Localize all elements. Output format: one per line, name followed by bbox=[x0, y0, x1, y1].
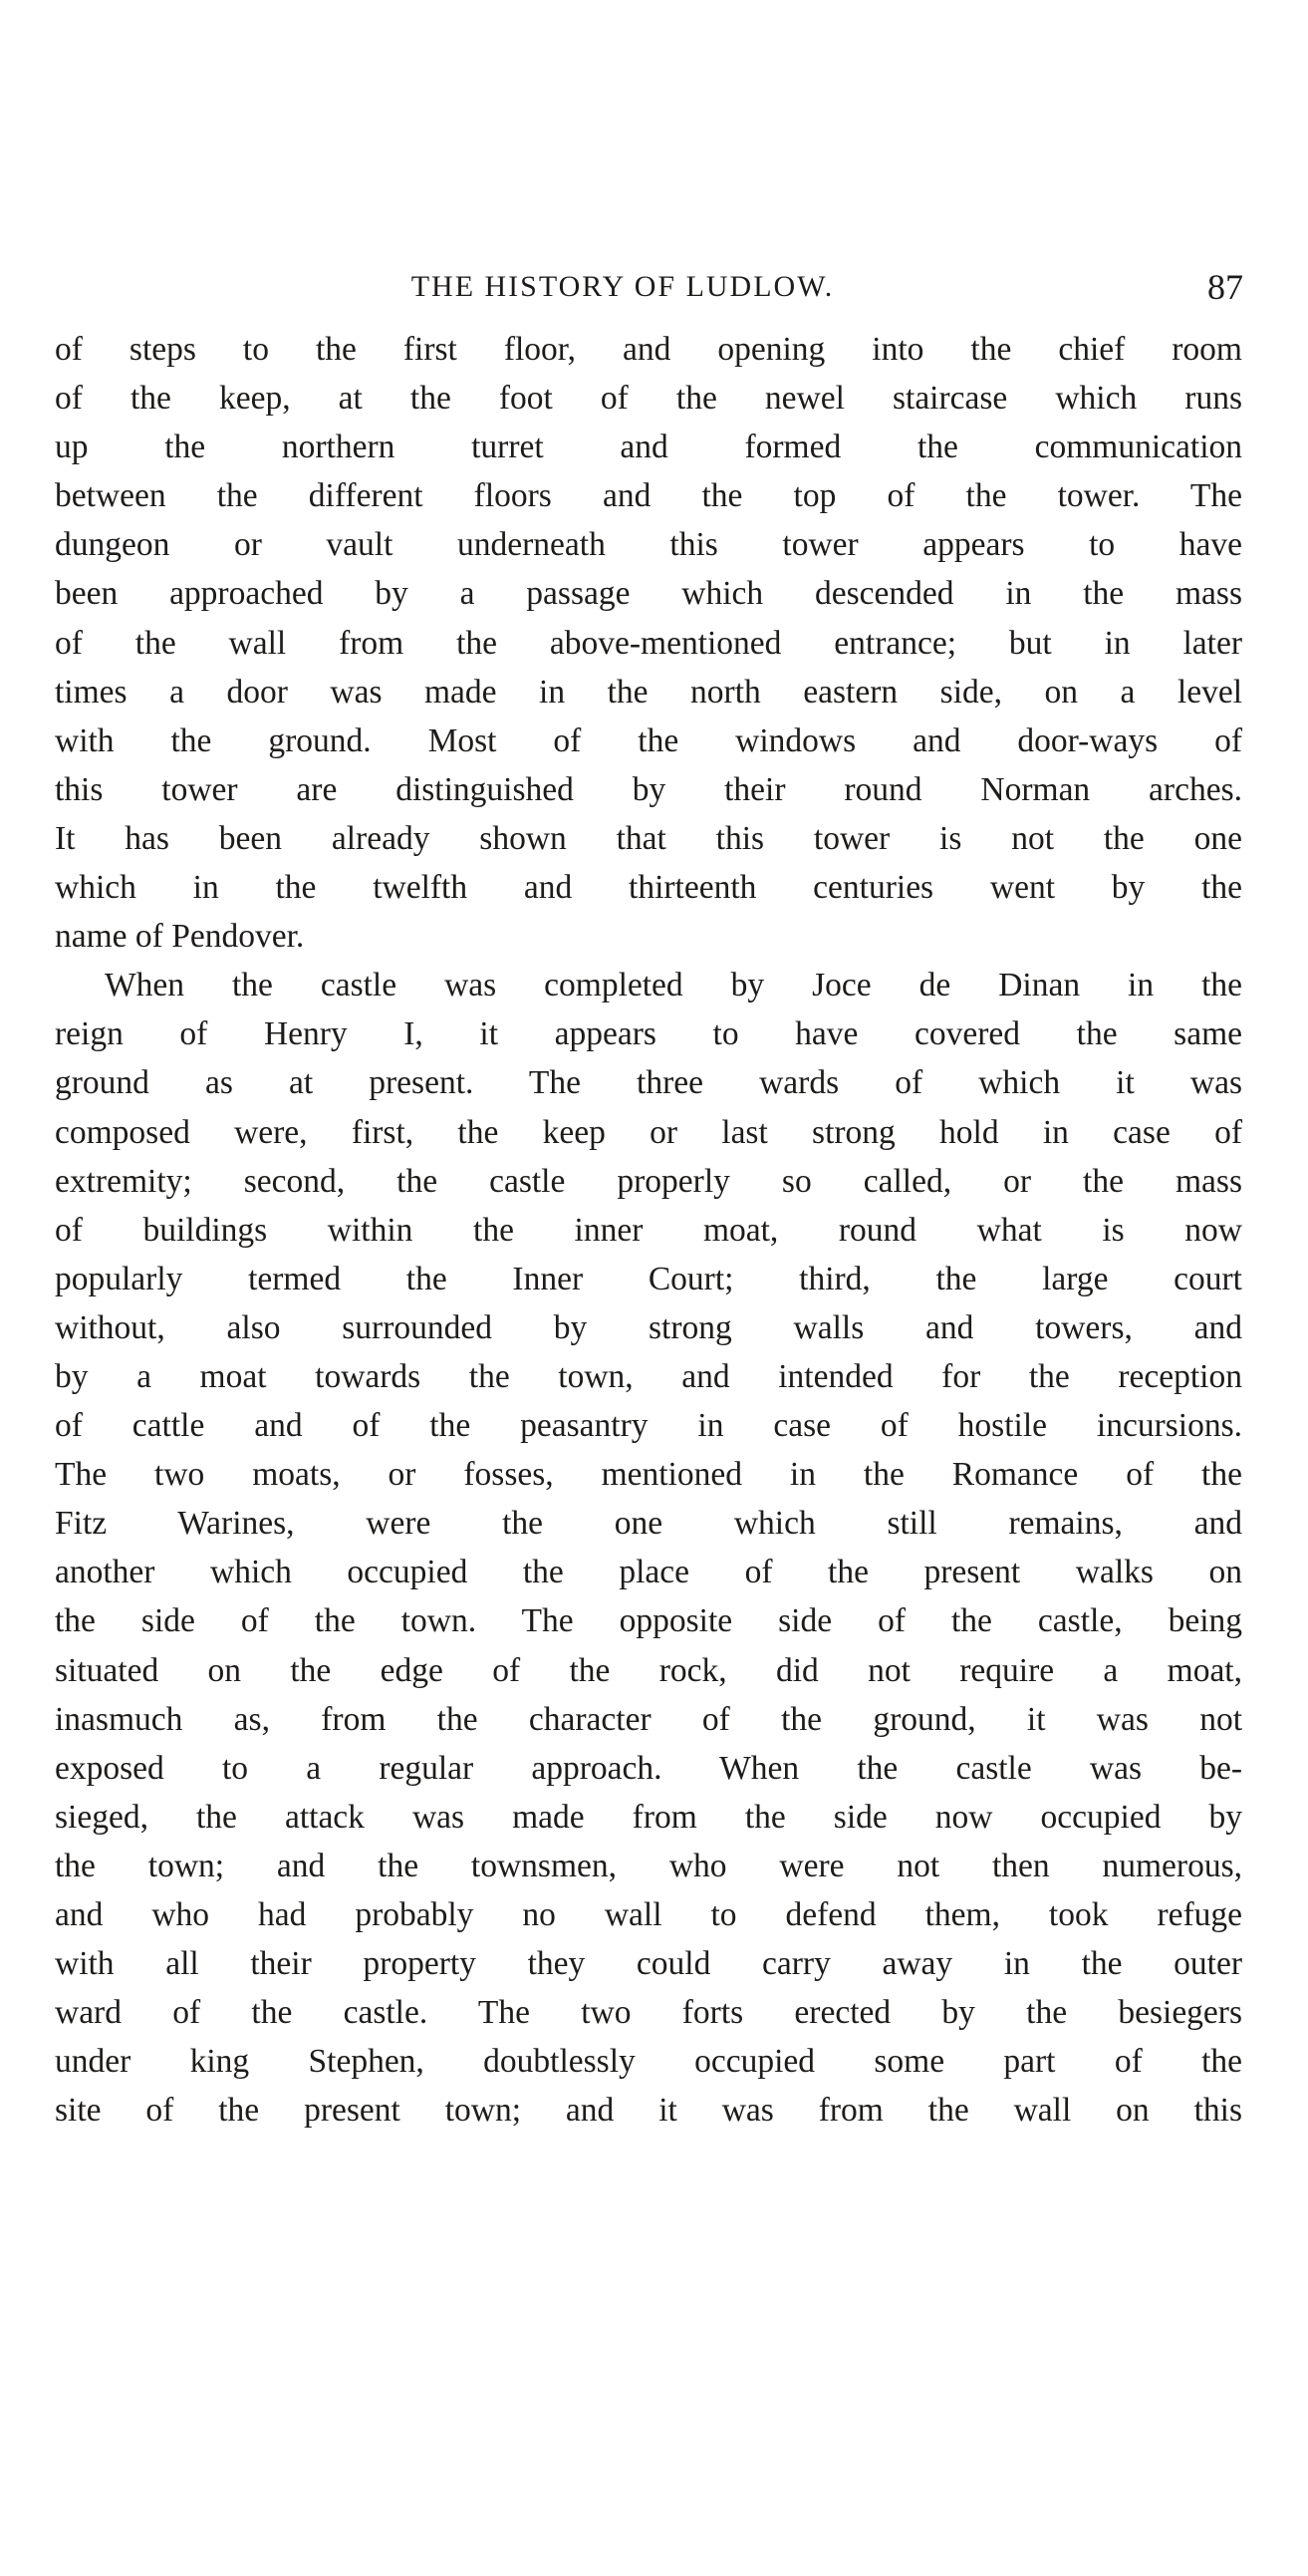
text-line: which in the twelfth and thirteenth centuries went by the bbox=[55, 869, 1242, 907]
text-line: up the northern turret and formed the communication bbox=[55, 429, 1242, 466]
text-line: inasmuch as, from the character of the ground, it was not bbox=[55, 1700, 1242, 1738]
text-line: site of the present town; and it was from the wall on this bbox=[55, 2092, 1242, 2130]
text-line: under king Stephen, doubtlessly occupied some part of the bbox=[55, 2043, 1242, 2081]
text-line: between the different floors and the top of the tower. The bbox=[55, 477, 1242, 515]
paragraph-end-line: name of Pendover. bbox=[55, 918, 305, 956]
text-line: It has been already shown that this tower is not the one bbox=[55, 819, 1242, 857]
text-line: by a moat towards the town, and intended for the reception bbox=[55, 1357, 1242, 1395]
text-line: the town; and the townsmen, who were not then numerous, bbox=[55, 1847, 1242, 1884]
text-line: and who had probably no wall to defend them, took refuge bbox=[55, 1896, 1242, 1933]
text-line: dungeon or vault underneath this tower appears to have bbox=[55, 526, 1242, 564]
page-number: 87 bbox=[1207, 267, 1243, 307]
text-line: sieged, the attack was made from the side now occupied by bbox=[55, 1798, 1242, 1836]
text-line: of the wall from the above-mentioned entrance; but in later bbox=[55, 624, 1242, 662]
text-line: composed were, first, the keep or last strong hold in case of bbox=[55, 1113, 1242, 1151]
text-line: of cattle and of the peasantry in case of hostile incursions. bbox=[55, 1407, 1242, 1445]
text-line: with the ground. Most of the windows and door-ways of bbox=[55, 721, 1242, 759]
text-line: The two moats, or fosses, mentioned in the Romance of the bbox=[55, 1456, 1242, 1494]
text-line: another which occupied the place of the present walks on bbox=[55, 1554, 1242, 1591]
running-title: THE HISTORY OF LUDLOW. bbox=[410, 270, 835, 303]
text-line: the side of the town. The opposite side of the castle, being bbox=[55, 1602, 1242, 1640]
text-line: with all their property they could carry away in the outer bbox=[55, 1945, 1242, 1983]
text-line: reign of Henry I, it appears to have covered the same bbox=[55, 1015, 1242, 1053]
text-line: popularly termed the Inner Court; third, the large court bbox=[55, 1260, 1242, 1297]
text-line: exposed to a regular approach. When the castle was be- bbox=[55, 1749, 1242, 1787]
text-line: extremity; second, the castle properly so called, or the mass bbox=[55, 1162, 1242, 1200]
text-line: been approached by a passage which descended in the mass bbox=[55, 575, 1242, 613]
text-line: of the keep, at the foot of the newel staircase which runs bbox=[55, 380, 1242, 418]
text-line: situated on the edge of the rock, did not require a moat, bbox=[55, 1651, 1242, 1689]
text-line: without, also surrounded by strong walls and towers, and bbox=[55, 1308, 1242, 1346]
text-line: ground as at present. The three wards of which it was bbox=[55, 1064, 1242, 1102]
text-line: Fitz Warines, were the one which still remains, and bbox=[55, 1505, 1242, 1543]
paragraph-start-line: When the castle was completed by Joce de Dinan in the bbox=[105, 967, 1242, 1004]
text-line: times a door was made in the north eastern side, on a level bbox=[55, 673, 1242, 711]
text-line: of steps to the first floor, and opening into the chief room bbox=[55, 331, 1242, 368]
body-text bbox=[55, 325, 1242, 2135]
text-line: this tower are distinguished by their round Norman arches. bbox=[55, 770, 1242, 808]
text-line: ward of the castle. The two forts erected by the besiegers bbox=[55, 1994, 1242, 2032]
running-header bbox=[0, 267, 1308, 307]
text-line: of buildings within the inner moat, round what is now bbox=[55, 1211, 1242, 1249]
